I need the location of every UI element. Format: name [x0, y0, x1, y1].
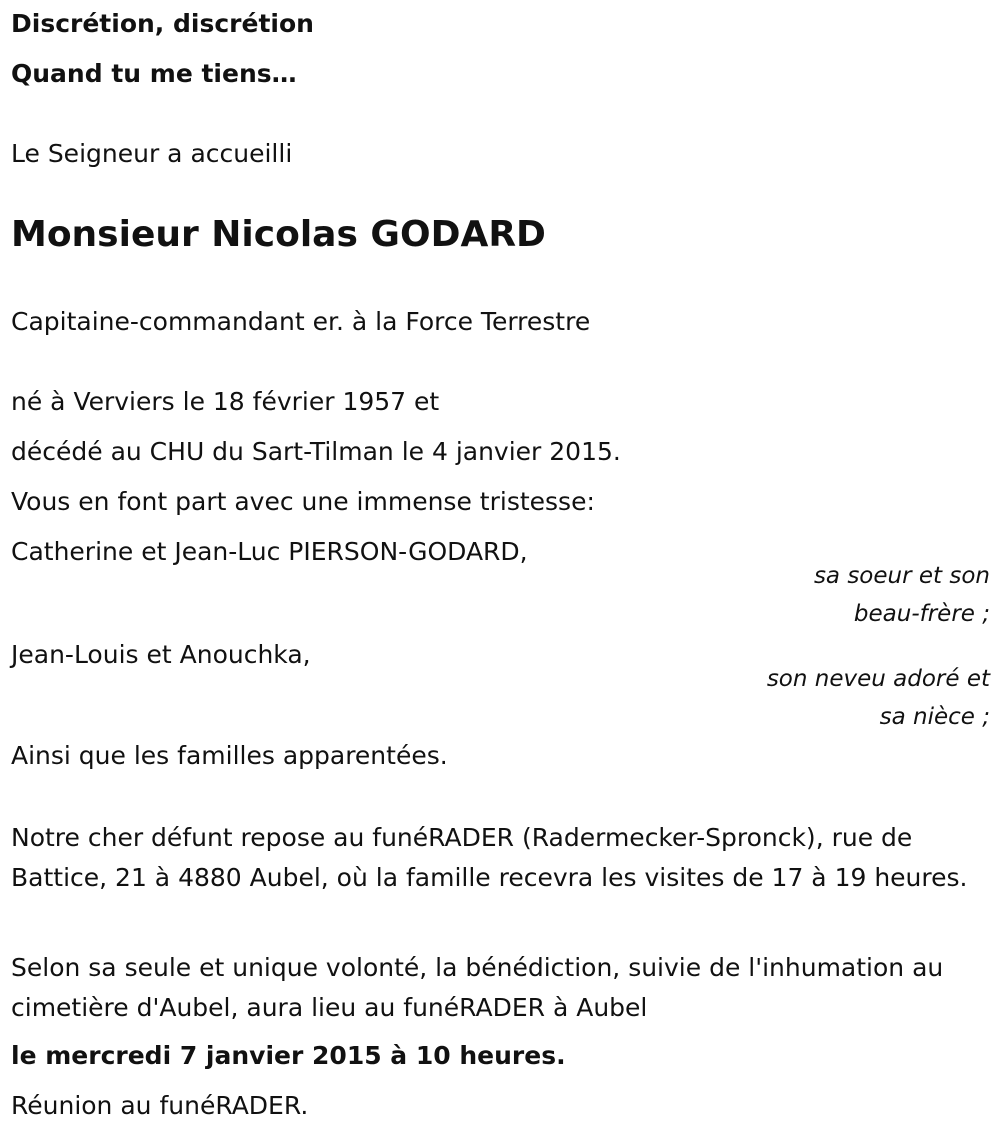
announcement-line: Vous en font part avec une immense tristesse:	[11, 487, 595, 516]
deceased-title: Capitaine-commandant er. à la Force Terrestre	[11, 307, 591, 336]
family-member-names: Jean-Louis et Anouchka,	[11, 640, 311, 669]
ceremony-date: le mercredi 7 janvier 2015 à 10 heures.	[11, 1041, 566, 1070]
related-families-line: Ainsi que les familles apparentées.	[11, 741, 448, 770]
birth-line: né à Verviers le 18 février 1957 et	[11, 387, 440, 416]
family-member-names: Catherine et Jean-Luc PIERSON-GODARD,	[11, 537, 528, 566]
family-member-relation-2: beau-frère ;	[853, 601, 990, 627]
header-line-1: Discrétion, discrétion	[11, 9, 314, 38]
deceased-name: Monsieur Nicolas GODARD	[11, 214, 546, 255]
family-member-relation-2: sa nièce ;	[879, 704, 990, 730]
gathering-line: Réunion au funéRADER.	[11, 1091, 309, 1120]
death-line: décédé au CHU du Sart-Tilman le 4 janvier 2015.	[11, 437, 621, 466]
family-member-relation-1: son neveu adoré et	[766, 666, 990, 692]
visitation-paragraph: Notre cher défunt repose au funéRADER (Radermecker-Spronck), rue de Battice, 21 à 4880 Aubel, où la famille recevra les visites de 17 à 19 heures.	[11, 823, 968, 892]
intro-text: Le Seigneur a accueilli	[11, 139, 293, 168]
header-line-2: Quand tu me tiens…	[11, 59, 297, 88]
family-member-relation-1: sa soeur et son	[813, 563, 990, 589]
ceremony-paragraph: Selon sa seule et unique volonté, la bénédiction, suivie de l'inhumation au cimetière d'Aubel, aura lieu au funéRADER à Aubel	[11, 953, 944, 1022]
